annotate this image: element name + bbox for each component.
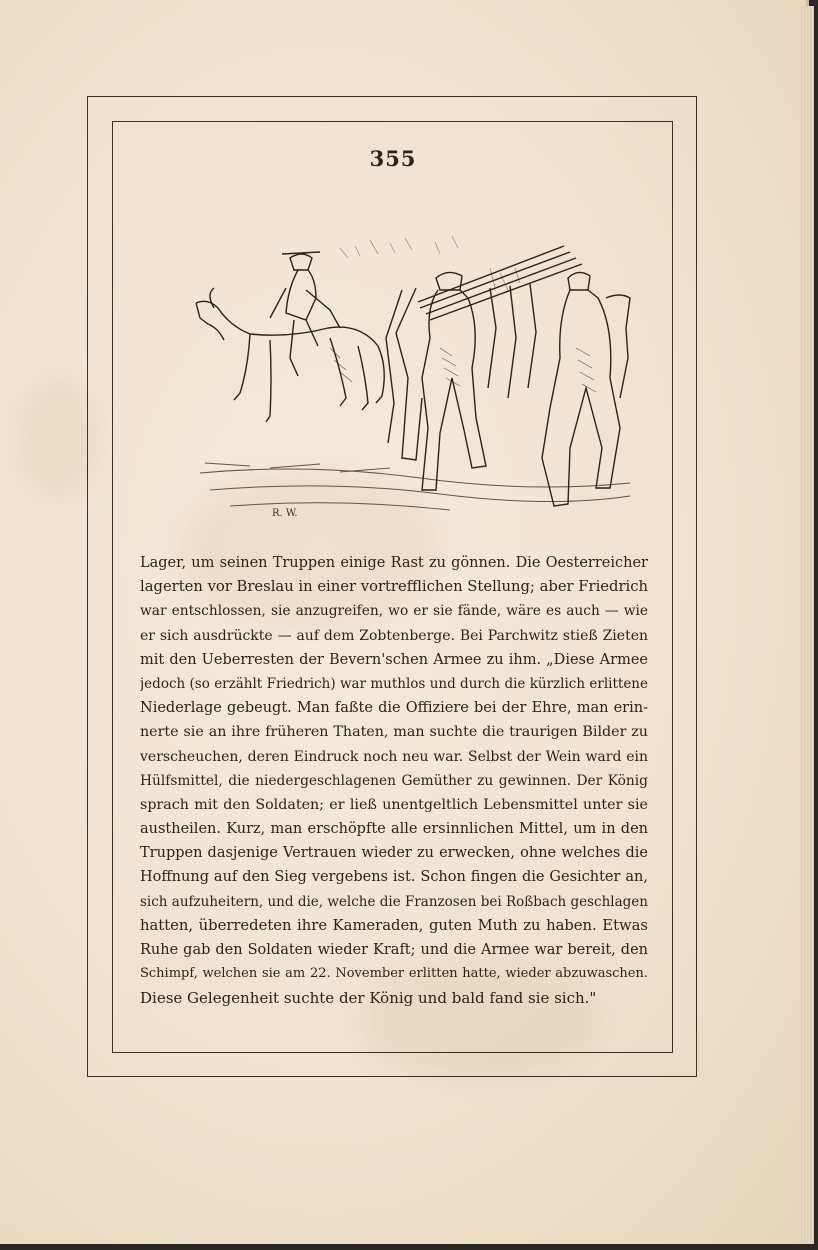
text-line: sprach mit den Soldaten; er ließ unentgeltlich Lebensmittel unter sie (140, 796, 648, 813)
text-line: Hülfsmittel, die niedergeschlagenen Gemüther zu gewinnen. Der König (140, 772, 648, 789)
text-line: lagerten vor Breslau in einer vortrefflichen Stellung; aber Friedrich (140, 578, 648, 596)
hatching-shadows (330, 348, 596, 392)
background-trees (340, 236, 520, 290)
text-line: Hoffnung auf den Sieg vergebens ist. Schon fingen die Gesichter an, (140, 869, 648, 886)
text-line: Lager, um seinen Truppen einige Rast zu gönnen. Die Oesterreicher (140, 555, 648, 571)
illustration-signature: R. W. (272, 508, 298, 519)
text-line: jedoch (so erzählt Friedrich) war muthlos und durch die kürzlich erlittene (140, 675, 648, 692)
horse-and-rider-icon (196, 252, 384, 422)
body-text (140, 551, 648, 1011)
page-edge (800, 6, 814, 1244)
text-line: sich aufzuheitern, und die, welche die Franzosen bei Roßbach geschlagen (140, 893, 648, 910)
engraving-illustration (190, 228, 640, 523)
marching-soldiers-icon (386, 246, 630, 506)
text-line: hatten, überredeten ihre Kameraden, guten Muth zu haben. Etwas (140, 916, 648, 934)
text-line: Niederlage gebeugt. Man faßte die Offiziere bei der Ehre, man erin- (140, 700, 648, 717)
text-line: austheilen. Kurz, man erschöpfte alle ersinnlichen Mittel, um in den (140, 821, 648, 838)
page-number: 355 (369, 146, 417, 171)
text-line: verscheuchen, deren Eindruck noch neu war. Selbst der Wein ward ein (140, 748, 648, 765)
ground-hatching (200, 463, 630, 510)
text-line: Truppen dasjenige Vertrauen wieder zu erwecken, ohne welches die (140, 845, 648, 862)
text-line: er sich ausdrückte — auf dem Zobtenberge. Bei Parchwitz stieß Zieten (140, 627, 648, 644)
text-line: war entschlossen, sie anzugreifen, wo er sie fände, wäre es auch — wie (140, 603, 648, 620)
text-line: nerte sie an ihre früheren Thaten, man suchte die traurigen Bilder zu (140, 724, 648, 741)
text-line: mit den Ueberresten der Bevern'schen Armee zu ihm. „Diese Armee (140, 651, 648, 668)
text-line: Ruhe gab den Soldaten wieder Kraft; und die Armee war bereit, den (140, 942, 648, 958)
text-line: Diese Gelegenheit suchte der König und bald fand sie sich." (140, 989, 597, 1008)
text-line: Schimpf, welchen sie am 22. November erlitten hatte, wieder abzuwaschen. (140, 966, 648, 982)
